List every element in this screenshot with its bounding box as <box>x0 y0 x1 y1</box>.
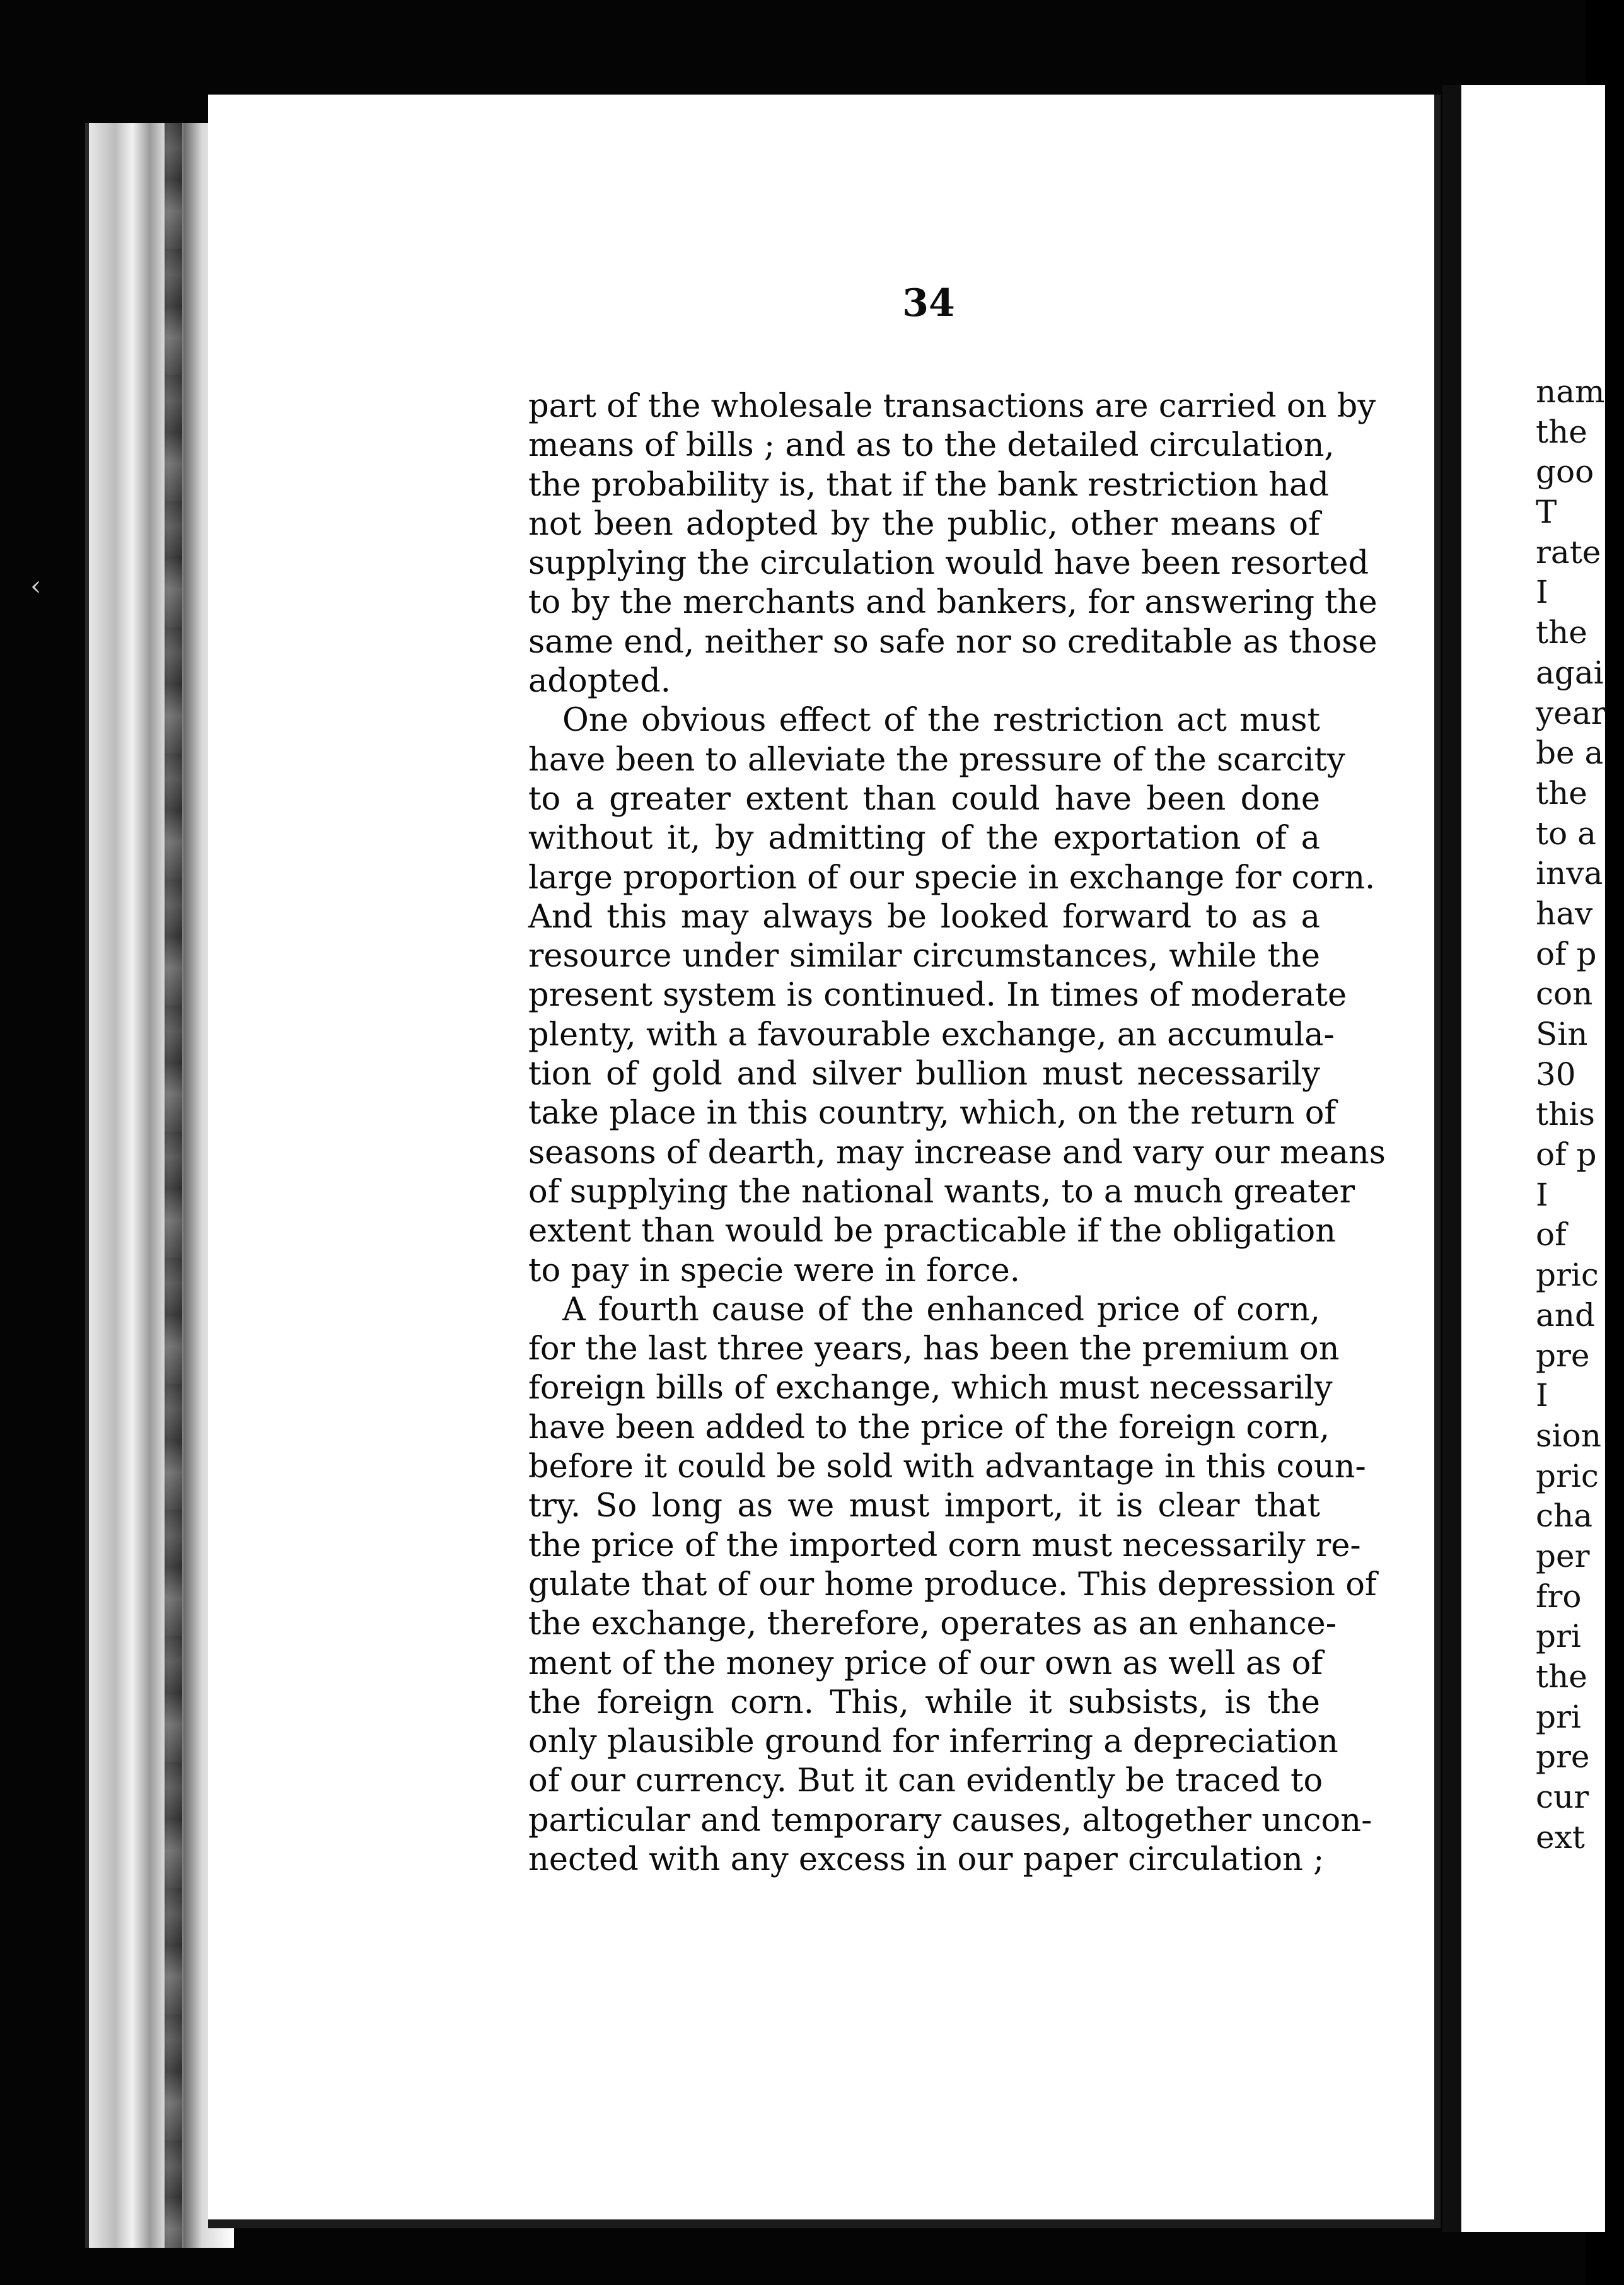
facing-page-line: I <box>1536 1377 1548 1414</box>
text-line: the price of the imported corn must necessarily re- <box>528 1526 1361 1564</box>
facing-page-line: the <box>1536 1658 1587 1695</box>
text-line: try. So long as we must import, it is clear that <box>528 1487 1320 1525</box>
text-line: the probability is, that if the bank restriction had <box>528 466 1330 504</box>
text-line: have been to alleviate the pressure of the scarcity <box>528 741 1345 779</box>
body-text <box>528 387 1386 1880</box>
facing-page-line: Sin <box>1536 1016 1588 1052</box>
text-line: resource under similar circumstances, while the <box>528 938 1320 975</box>
facing-page-line: fro <box>1536 1578 1582 1615</box>
facing-page-line: to a <box>1536 815 1596 852</box>
text-line: ment of the money price of our own as well as of <box>528 1644 1323 1682</box>
facing-page-line: inva <box>1536 855 1603 892</box>
facing-page-line: 30 <box>1536 1055 1576 1093</box>
facing-page-line: pre <box>1536 1337 1590 1374</box>
text-line: And this may always be looked forward to as a <box>528 898 1320 936</box>
facing-page-line: this <box>1536 1096 1595 1133</box>
facing-page-line: pri <box>1536 1698 1581 1735</box>
text-line: nected with any excess in our paper circulation ; <box>528 1840 1325 1878</box>
text-line: adopted. <box>528 663 671 701</box>
text-line: not been adopted by the public, other means of <box>528 505 1320 543</box>
text-line: supplying the circulation would have been resorted <box>528 545 1369 583</box>
facing-page-line: I <box>1536 574 1548 611</box>
text-line: seasons of dearth, may increase and vary our means <box>528 1134 1386 1172</box>
facing-page-line: of p <box>1536 1136 1597 1173</box>
text-line: One obvious effect of the restriction act must <box>562 702 1320 740</box>
text-line: gulate that of our home produce. This depression of <box>528 1566 1377 1603</box>
facing-page-line: the <box>1536 413 1587 450</box>
facing-page-line: cur <box>1536 1779 1589 1816</box>
facing-page-line: per <box>1536 1537 1590 1574</box>
facing-page-line: agai <box>1536 654 1604 691</box>
facing-page-line: rate <box>1536 533 1601 571</box>
facing-page-line: the <box>1536 774 1587 811</box>
text-line: have been added to the price of the foreign corn, <box>528 1409 1330 1446</box>
facing-page-line: and <box>1536 1296 1596 1334</box>
text-line: foreign bills of exchange, which must necessarily <box>528 1369 1333 1407</box>
page-number: 34 <box>902 281 955 325</box>
text-line: large proportion of our specie in exchange for corn. <box>528 859 1376 897</box>
text-line: to a greater extent than could have been done <box>528 780 1320 818</box>
text-line: for the last three years, has been the premium on <box>528 1330 1340 1368</box>
text-line: only plausible ground for inferring a depreciation <box>528 1723 1338 1761</box>
facing-page-line: of <box>1536 1216 1567 1253</box>
text-line: the foreign corn. This, while it subsists, is the <box>528 1683 1320 1721</box>
facing-page-line: T <box>1536 494 1557 531</box>
facing-page-line: pric <box>1536 1457 1599 1494</box>
facing-page-line: sion <box>1536 1417 1601 1454</box>
text-line: plenty, with a favourable exchange, an accumula- <box>528 1016 1335 1054</box>
facing-page-line: be a <box>1536 735 1604 772</box>
facing-page-line: year <box>1536 694 1606 731</box>
text-line: take place in this country, which, on the return of <box>528 1095 1337 1132</box>
text-line: means of bills ; and as to the detailed circulation, <box>528 427 1335 465</box>
margin-mark: ‹ <box>30 570 42 602</box>
text-line: of supplying the national wants, to a much greater <box>528 1173 1355 1211</box>
text-line: tion of gold and silver bullion must necessarily <box>528 1055 1320 1093</box>
facing-page-line: cha <box>1536 1497 1593 1535</box>
text-line: the exchange, therefore, operates as an enhance- <box>528 1605 1337 1643</box>
text-line: to pay in specie were in force. <box>528 1252 1021 1289</box>
text-line: before it could be sold with advantage in this coun- <box>528 1448 1366 1486</box>
facing-page-line: the <box>1536 614 1587 651</box>
facing-page-line: nam <box>1536 373 1605 410</box>
facing-page <box>1442 85 1605 2232</box>
text-line: present system is continued. In times of moderate <box>528 977 1347 1015</box>
text-line: A fourth cause of the enhanced price of corn, <box>562 1291 1320 1329</box>
facing-page-line: pri <box>1536 1618 1581 1655</box>
text-line: without it, by admitting of the exportation of a <box>528 820 1320 858</box>
text-line: part of the wholesale transactions are carried on by <box>528 388 1376 425</box>
facing-page-line: I <box>1536 1176 1548 1213</box>
facing-page-line: con <box>1536 975 1593 1013</box>
facing-page-line: hav <box>1536 895 1593 932</box>
facing-page-text <box>1536 372 1624 1858</box>
facing-page-line: pric <box>1536 1257 1599 1294</box>
text-line: particular and temporary causes, altogether uncon- <box>528 1801 1372 1839</box>
text-line: of our currency. But it can evidently be traced to <box>528 1762 1323 1800</box>
text-line: to by the merchants and bankers, for answering the <box>528 584 1378 622</box>
text-line: same end, neither so safe nor so creditable as those <box>528 623 1378 661</box>
text-line: extent than would be practicable if the obligation <box>528 1212 1337 1250</box>
facing-page-line: of p <box>1536 935 1597 972</box>
facing-page-line: goo <box>1536 453 1594 491</box>
facing-page-line: pre <box>1536 1738 1590 1776</box>
facing-page-line: ext <box>1536 1818 1585 1856</box>
